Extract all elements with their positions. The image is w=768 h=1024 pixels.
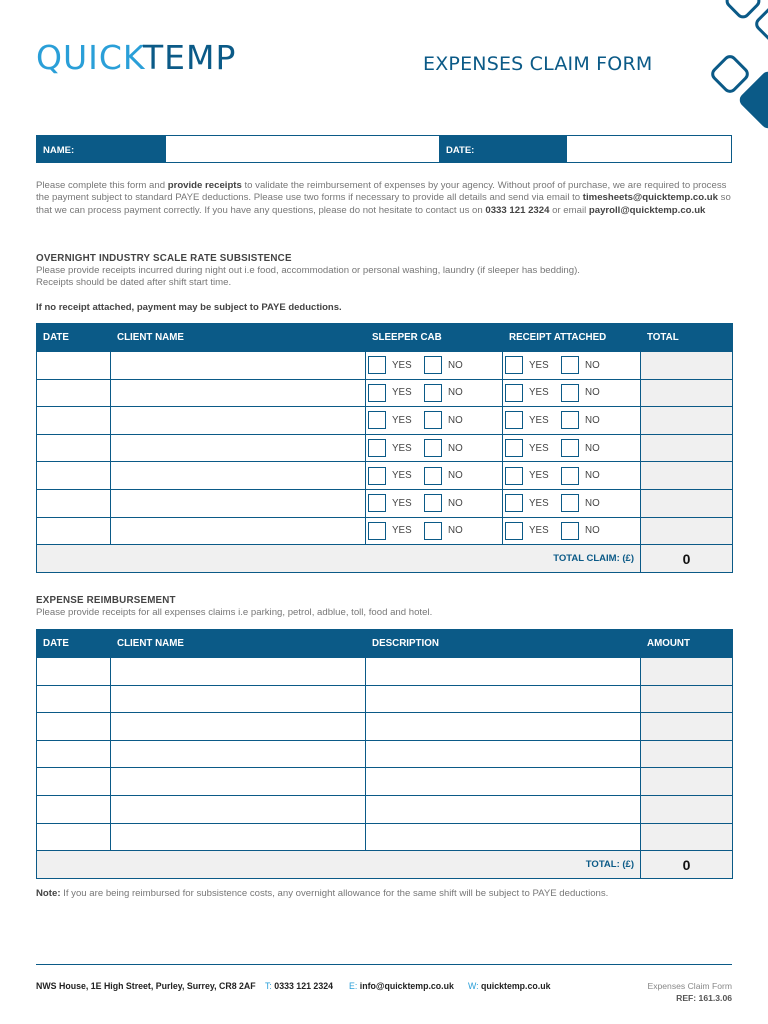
subsistence-row: [37, 434, 733, 462]
sleeper-yes-checkbox[interactable]: [368, 494, 386, 512]
amount-cell[interactable]: [641, 658, 733, 686]
receipt-no-checkbox[interactable]: [561, 411, 579, 429]
client-name-cell[interactable]: [111, 517, 366, 545]
date-label: DATE:: [440, 136, 567, 162]
client-name-cell[interactable]: [111, 352, 366, 380]
yes-label: YES: [392, 442, 412, 454]
description-cell[interactable]: [366, 740, 641, 768]
no-label: NO: [585, 470, 600, 482]
no-label: NO: [448, 525, 463, 537]
sleeper-no-checkbox[interactable]: [424, 384, 442, 402]
yes-label: YES: [529, 359, 549, 371]
date-cell[interactable]: [37, 658, 111, 686]
col-date: DATE: [37, 630, 111, 658]
client-name-cell[interactable]: [111, 434, 366, 462]
date-cell[interactable]: [37, 352, 111, 380]
description-cell[interactable]: [366, 685, 641, 713]
date-cell[interactable]: [37, 462, 111, 490]
no-label: NO: [585, 525, 600, 537]
receipt-yes-checkbox[interactable]: [505, 439, 523, 457]
no-label: NO: [448, 359, 463, 371]
date-cell[interactable]: [37, 768, 111, 796]
no-label: NO: [585, 442, 600, 454]
no-label: NO: [585, 387, 600, 399]
total-cell[interactable]: [641, 407, 733, 435]
sleeper-yes-checkbox[interactable]: [368, 467, 386, 485]
total-label: TOTAL: (£): [37, 851, 641, 879]
reimbursement-row: [37, 795, 733, 823]
name-date-bar: [36, 135, 732, 163]
footer-website[interactable]: W: quicktemp.co.uk: [468, 981, 551, 991]
sleeper-cab-cell: [366, 462, 503, 490]
yes-label: YES: [392, 414, 412, 426]
col-total: TOTAL: [641, 324, 733, 352]
quicktemp-logo: [36, 38, 236, 77]
paye-warning: If no receipt attached, payment may be subject to PAYE deductions.: [36, 302, 342, 313]
sleeper-cab-cell: [366, 489, 503, 517]
yes-label: YES: [529, 387, 549, 399]
date-field[interactable]: [567, 136, 731, 162]
subsistence-row: [37, 462, 733, 490]
receipt-yes-checkbox[interactable]: [505, 522, 523, 540]
subsistence-row: [37, 517, 733, 545]
footer-address: NWS House, 1E High Street, Purley, Surrey, CR8 2AF: [36, 981, 256, 991]
date-cell[interactable]: [37, 740, 111, 768]
no-label: NO: [448, 442, 463, 454]
receipt-attached-cell: [503, 352, 641, 380]
date-cell[interactable]: [37, 685, 111, 713]
date-cell[interactable]: [37, 489, 111, 517]
receipt-yes-checkbox[interactable]: [505, 494, 523, 512]
date-cell[interactable]: [37, 823, 111, 851]
intro-paragraph: Please complete this form and provide receipts to validate the reimbursement of expenses by your agency. Without proof of purchase, we are required to process the payment subject to standard PAYE deductions. Please use two forms if necessary to provide all details and send via email to timesheets@quicktemp.co.uk so that we can process payment correctly. If you have any questions, please do not hesitate to contact us on 0333 121 2324 or email payroll@quicktemp.co.uk: [36, 180, 731, 216]
amount-cell[interactable]: [641, 795, 733, 823]
client-name-cell[interactable]: [111, 379, 366, 407]
description-cell[interactable]: [366, 713, 641, 741]
subsistence-table: [36, 323, 733, 573]
description-cell[interactable]: [366, 658, 641, 686]
receipt-yes-checkbox[interactable]: [505, 384, 523, 402]
reimbursement-row: [37, 713, 733, 741]
receipt-no-checkbox[interactable]: [561, 494, 579, 512]
receipt-attached-cell: [503, 379, 641, 407]
sleeper-no-checkbox[interactable]: [424, 356, 442, 374]
sleeper-no-checkbox[interactable]: [424, 467, 442, 485]
footer-email[interactable]: E: info@quicktemp.co.uk: [349, 981, 454, 991]
total-claim-label: TOTAL CLAIM: (£): [37, 545, 641, 573]
total-value: 0: [641, 851, 733, 879]
no-label: NO: [448, 497, 463, 509]
amount-cell[interactable]: [641, 740, 733, 768]
total-cell[interactable]: [641, 434, 733, 462]
col-amount: AMOUNT: [641, 630, 733, 658]
receipt-attached-cell: [503, 517, 641, 545]
reimbursement-row: [37, 823, 733, 851]
yes-label: YES: [529, 442, 549, 454]
subsistence-row: [37, 352, 733, 380]
total-claim-value: 0: [641, 545, 733, 573]
name-field[interactable]: [166, 136, 440, 162]
amount-cell[interactable]: [641, 713, 733, 741]
sleeper-no-checkbox[interactable]: [424, 522, 442, 540]
date-cell[interactable]: [37, 713, 111, 741]
client-name-cell[interactable]: [111, 740, 366, 768]
receipt-yes-checkbox[interactable]: [505, 411, 523, 429]
reimbursement-row: [37, 768, 733, 796]
subsistence-instructions: Please provide receipts incurred during night out i.e food, accommodation or personal washing, laundry (if sleeper has bedding). Receipts should be dated after shift start time.: [36, 265, 580, 289]
total-cell[interactable]: [641, 352, 733, 380]
receipt-attached-cell: [503, 434, 641, 462]
yes-label: YES: [529, 497, 549, 509]
description-cell[interactable]: [366, 795, 641, 823]
subsistence-row: [37, 407, 733, 435]
client-name-cell[interactable]: [111, 795, 366, 823]
client-name-cell[interactable]: [111, 713, 366, 741]
total-cell[interactable]: [641, 379, 733, 407]
date-cell[interactable]: [37, 379, 111, 407]
yes-label: YES: [392, 470, 412, 482]
sleeper-cab-cell: [366, 379, 503, 407]
date-cell[interactable]: [37, 517, 111, 545]
sleeper-cab-cell: [366, 352, 503, 380]
receipt-no-checkbox[interactable]: [561, 522, 579, 540]
reimbursement-table: [36, 629, 733, 879]
no-label: NO: [448, 470, 463, 482]
sleeper-no-checkbox[interactable]: [424, 439, 442, 457]
yes-label: YES: [529, 525, 549, 537]
sleeper-yes-checkbox[interactable]: [368, 439, 386, 457]
total-cell[interactable]: [641, 462, 733, 490]
no-label: NO: [448, 414, 463, 426]
reimbursement-heading: EXPENSE REIMBURSEMENT: [36, 595, 176, 606]
footer-form-name: Expenses Claim Form: [647, 981, 732, 991]
no-label: NO: [585, 414, 600, 426]
yes-label: YES: [392, 497, 412, 509]
receipt-yes-checkbox[interactable]: [505, 356, 523, 374]
no-label: NO: [585, 359, 600, 371]
reimbursement-instructions: Please provide receipts for all expenses claims i.e parking, petrol, adblue, toll, food and hotel.: [36, 607, 433, 618]
description-cell[interactable]: [366, 768, 641, 796]
subsistence-row: [37, 379, 733, 407]
client-name-cell[interactable]: [111, 823, 366, 851]
reimbursement-row: [37, 685, 733, 713]
date-cell[interactable]: [37, 407, 111, 435]
sleeper-yes-checkbox[interactable]: [368, 522, 386, 540]
reimbursement-row: [37, 658, 733, 686]
sleeper-cab-cell: [366, 407, 503, 435]
amount-cell[interactable]: [641, 768, 733, 796]
sleeper-cab-cell: [366, 434, 503, 462]
footer-phone: T: 0333 121 2324: [265, 981, 334, 991]
receipt-no-checkbox[interactable]: [561, 384, 579, 402]
receipt-no-checkbox[interactable]: [561, 467, 579, 485]
client-name-cell[interactable]: [111, 462, 366, 490]
yes-label: YES: [392, 525, 412, 537]
client-name-cell[interactable]: [111, 489, 366, 517]
col-receipt-attached: RECEIPT ATTACHED: [503, 324, 641, 352]
footer-ref: REF: 161.3.06: [676, 993, 732, 1003]
col-date: DATE: [37, 324, 111, 352]
yes-label: YES: [529, 414, 549, 426]
logo-temp: TEMP: [142, 38, 237, 77]
col-client-name: CLIENT NAME: [111, 324, 366, 352]
col-sleeper-cab: SLEEPER CAB: [366, 324, 503, 352]
yes-label: YES: [529, 470, 549, 482]
date-cell[interactable]: [37, 795, 111, 823]
sleeper-yes-checkbox[interactable]: [368, 384, 386, 402]
reimbursement-row: [37, 740, 733, 768]
footer-form-ref: [647, 980, 732, 1004]
amount-cell[interactable]: [641, 685, 733, 713]
client-name-cell[interactable]: [111, 658, 366, 686]
no-label: NO: [585, 497, 600, 509]
client-name-cell[interactable]: [111, 685, 366, 713]
description-cell[interactable]: [366, 823, 641, 851]
name-label: NAME:: [37, 136, 166, 162]
decorative-squares-graphic: [658, 0, 768, 140]
sleeper-yes-checkbox[interactable]: [368, 411, 386, 429]
receipt-no-checkbox[interactable]: [561, 439, 579, 457]
total-cell[interactable]: [641, 489, 733, 517]
receipt-attached-cell: [503, 462, 641, 490]
client-name-cell[interactable]: [111, 407, 366, 435]
date-cell[interactable]: [37, 434, 111, 462]
sleeper-no-checkbox[interactable]: [424, 411, 442, 429]
subsistence-heading: OVERNIGHT INDUSTRY SCALE RATE SUBSISTENCE: [36, 253, 292, 264]
receipt-yes-checkbox[interactable]: [505, 467, 523, 485]
logo-quick: QUICK: [36, 38, 143, 77]
sleeper-cab-cell: [366, 517, 503, 545]
yes-label: YES: [392, 387, 412, 399]
subsistence-row: [37, 489, 733, 517]
sleeper-yes-checkbox[interactable]: [368, 356, 386, 374]
sleeper-no-checkbox[interactable]: [424, 494, 442, 512]
no-label: NO: [448, 387, 463, 399]
total-cell[interactable]: [641, 517, 733, 545]
receipt-attached-cell: [503, 407, 641, 435]
col-description: DESCRIPTION: [366, 630, 641, 658]
form-title: EXPENSES CLAIM FORM: [423, 53, 653, 75]
col-client-name: CLIENT NAME: [111, 630, 366, 658]
note: Note: If you are being reimbursed for subsistence costs, any overnight allowance for the same shift will be subject to PAYE deductions.: [36, 888, 609, 899]
receipt-no-checkbox[interactable]: [561, 356, 579, 374]
client-name-cell[interactable]: [111, 768, 366, 796]
amount-cell[interactable]: [641, 823, 733, 851]
receipt-attached-cell: [503, 489, 641, 517]
yes-label: YES: [392, 359, 412, 371]
footer-divider: [36, 964, 732, 965]
